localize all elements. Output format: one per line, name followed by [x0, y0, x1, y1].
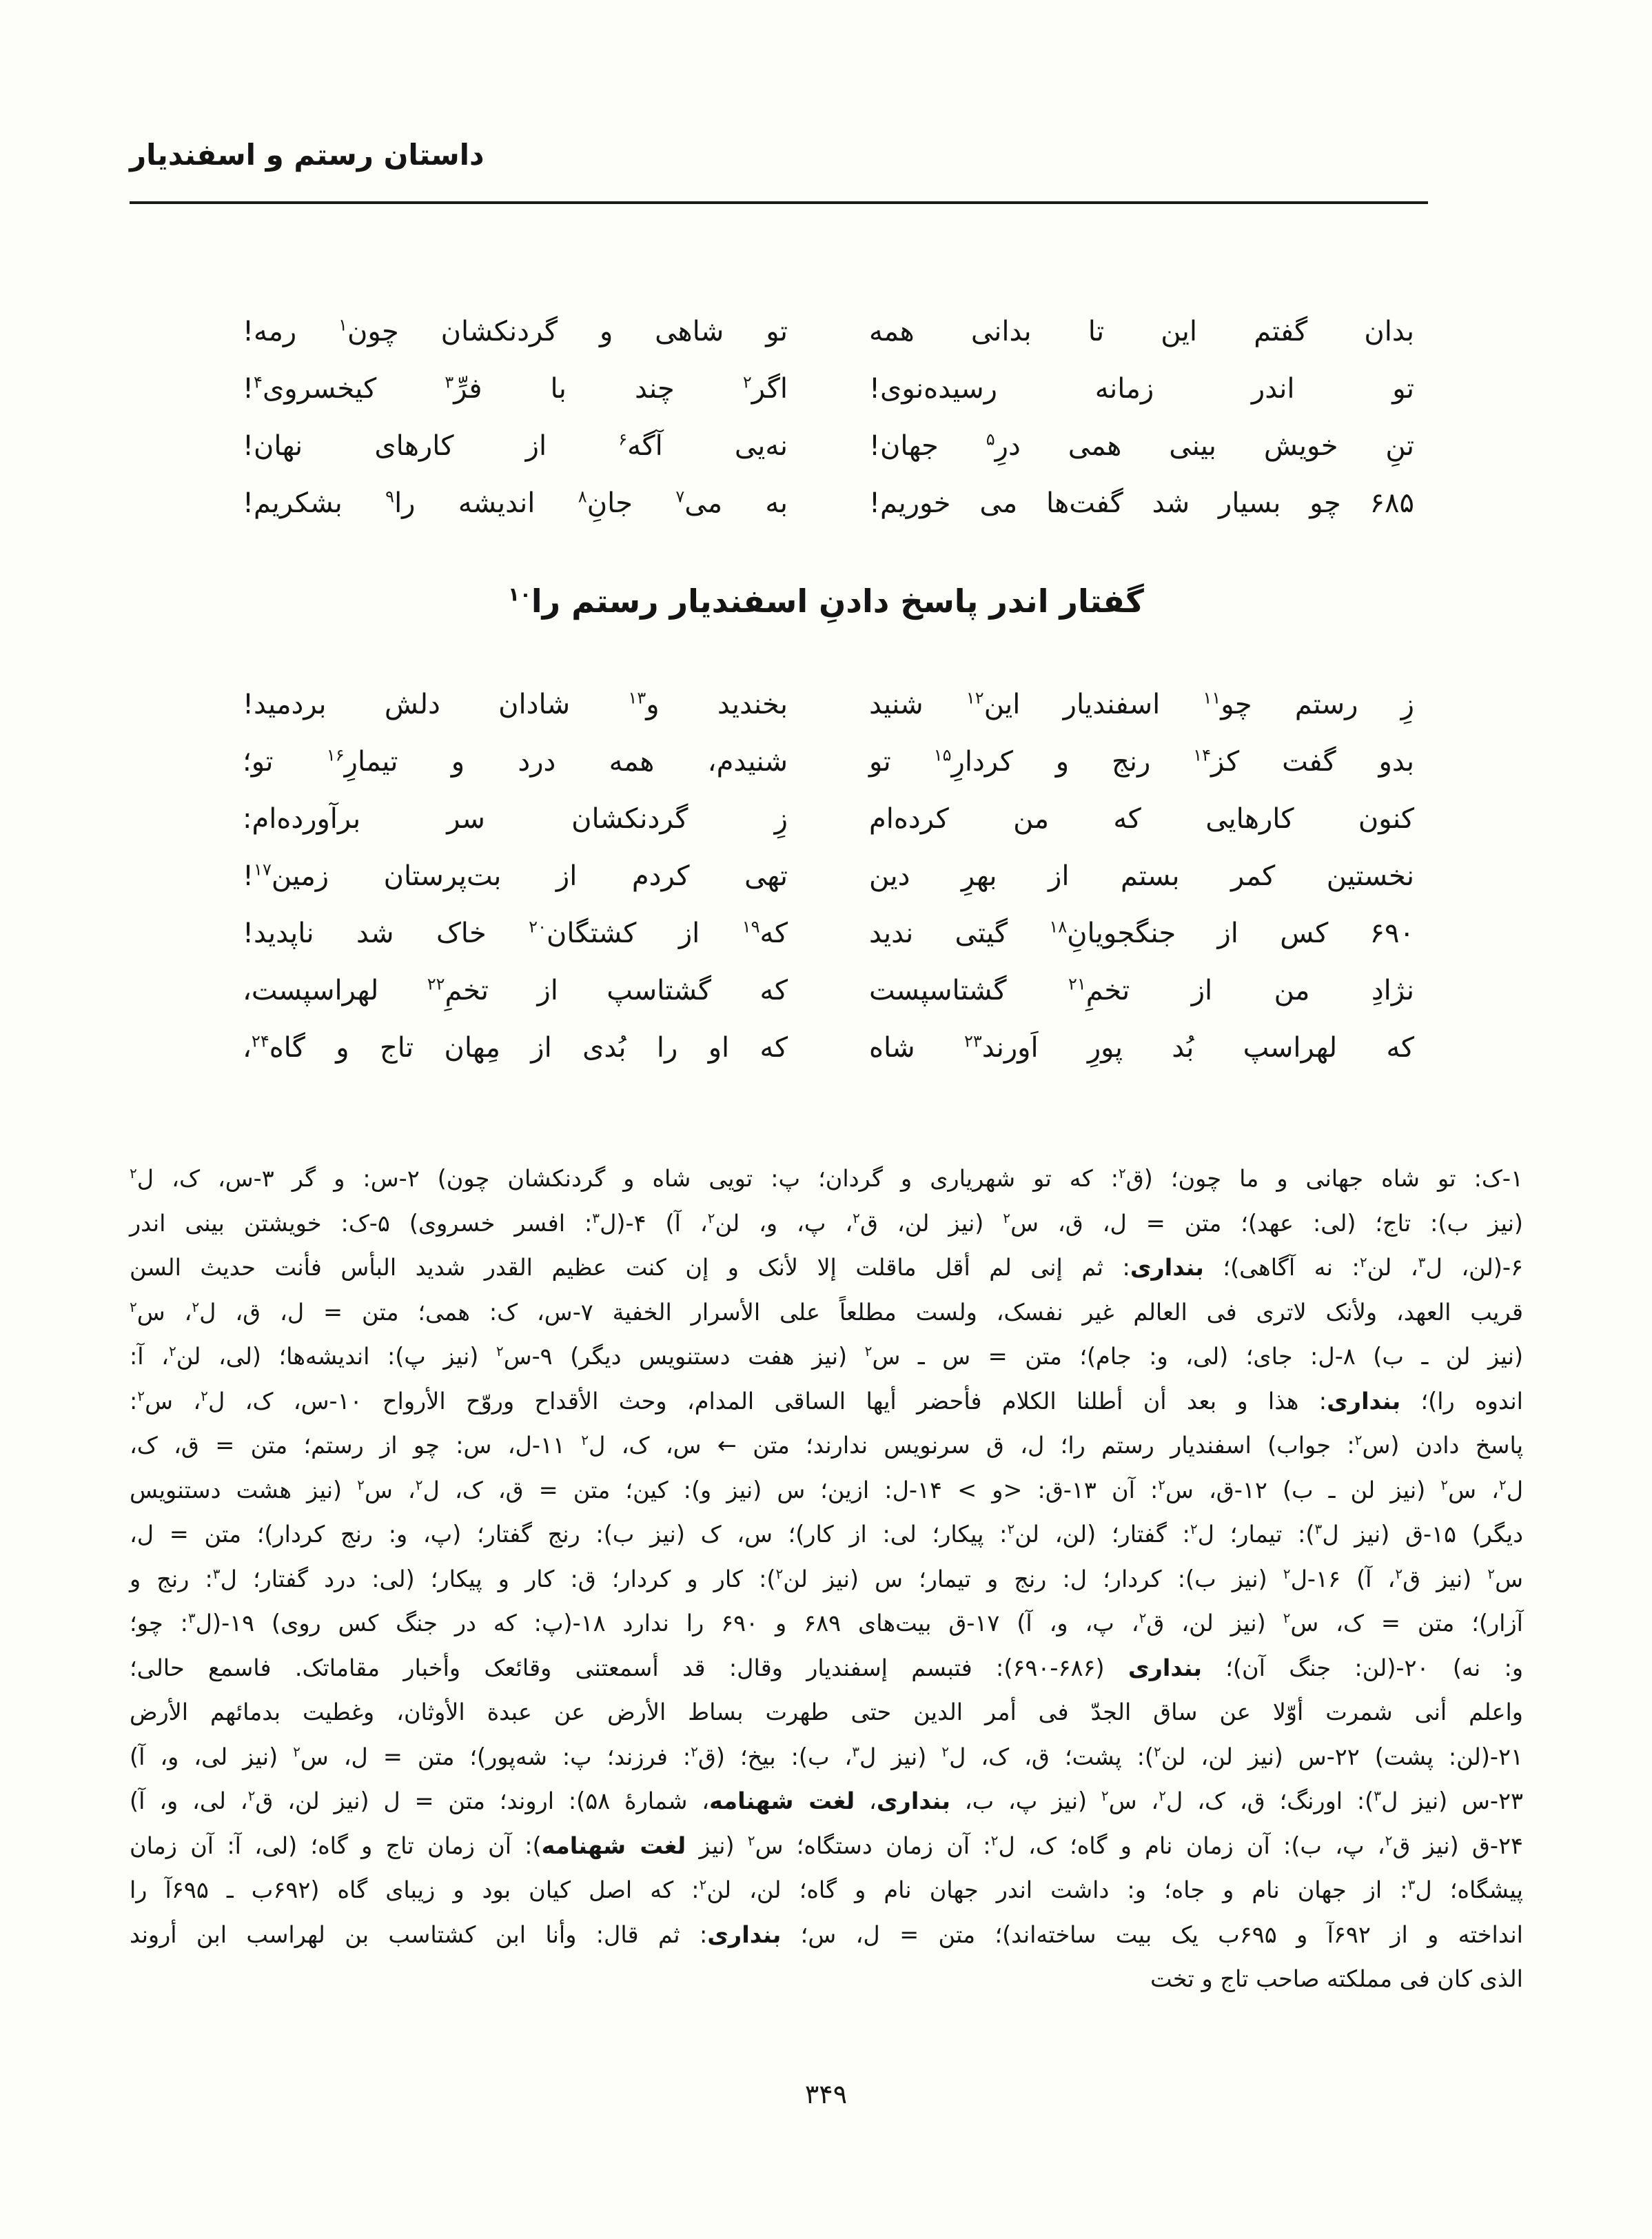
hemistich-left: شنیدم، همه درد و تیمارِ$^{۱۶}$ تو؛ — [243, 745, 788, 778]
verse-row — [243, 483, 1414, 540]
footnote-line: انداخته و از ۶۹۲آ و ۶۹۵ب یک بیت ساخته‌اند)؛ متن = ل، س؛ بنداری: ثم قال: وأنا ابن کشتاسب بن لهراسب ابن أروند — [130, 1921, 1523, 1948]
footnote-line: الذی کان فی مملکته صاحب تاج و تخت — [1150, 1965, 1523, 1992]
footnote-line: ل$^۲$، س$^۲$ (نیز لن ـ ب) ۱۲-ق، س$^۲$: آن ۱۳-ق: <و > ۱۴-ل: ازین؛ س (نیز و): کین؛ متن = ق، ک، ل$^۲$، س$^۲$ (نیز هشت دستنویس — [130, 1476, 1524, 1503]
footnote-line: ۲۱-(لن: پشت) ۲۲-س (نیز لن، لن$^۲$): پشت؛ ق، ک، ل$^۲$ (نیز ل$^۳$، ب): بیخ؛ (ق$^۲$: فرزند؛ پ: شه‌پور)؛ متن = ل، س$^۲$ (نیز لی، و، آ) — [130, 1743, 1524, 1770]
verse-number: ۶۹۰ — [1369, 918, 1414, 949]
hemistich-left: که$^{۱۹}$ از کشتگان$^{۲۰}$ خاک شد ناپدید! — [243, 917, 788, 949]
hemistich-left: تهی کردم از بت‌پرستان زمین$^{۱۷}$! — [243, 860, 788, 892]
verse-row — [243, 913, 1414, 971]
footnote-line: و: نه) ۲۰-(لن: جنگ آن)؛ بنداری (۶۸۶-۶۹۰): فتبسم إسفندیار وقال: قد أسمعتنی وقائعک وأخبار مقاماتک. فاسمع حالی؛ — [130, 1654, 1524, 1681]
footnote-line: س$^۲$ (نیز ق$^۲$، آ) ۱۶-ل$^۲$ (نیز ب): کردار؛ ل: رنج و تیمار؛ س (نیز لن$^۲$): کار و کردار؛ ق: کار و پیکار؛ (لی: درد گفتار؛ ل$^۳$: رنج و — [130, 1565, 1523, 1592]
running-title: داستان رستم و اسفندیار — [130, 138, 485, 172]
verse-row — [243, 312, 1414, 369]
page-number: ۳۴۹ — [804, 2079, 848, 2109]
hemistich-left: به می$^۷$ جانِ$^۸$ اندیشه را$^۹$ بشکریم! — [243, 487, 788, 519]
hemistich-right: نژادِ من از تخمِ$^{۲۱}$ گشتاسپست — [869, 974, 1414, 1006]
hemistich-left: اگر$^۲$ چند با فرِّ$^۳$ کیخسروی$^۴$! — [243, 372, 788, 405]
hemistich-left: که او را بُدی از مِهان تاج و گاه$^{۲۴}$، — [243, 1031, 788, 1064]
hemistich-right: نخستین کمر بستم از بهرِ دین — [869, 860, 1414, 892]
verse-row — [243, 369, 1414, 426]
hemistich-left: نه‌یی آگه$^۶$ از کارهای نهان! — [243, 429, 788, 462]
hemistich-right: که لهراسپ بُد پورِ اَورند$^{۲۳}$ شاه — [869, 1031, 1414, 1064]
hemistich-right: ۶۹۰ کس از جنگجویانِ$^{۱۸}$ گیتی ندید — [869, 917, 1414, 949]
verse-block-1 — [243, 312, 1414, 540]
title-rule — [130, 201, 1428, 204]
hemistich-right: تنِ خویش بینی همی درِ$^۵$ جهان! — [869, 429, 1414, 462]
footnote-line: آزار)؛ متن = ک، س$^۲$ (نیز لن، ق$^۲$، پ، و، آ) ۱۷-ق بیت‌های ۶۸۹ و ۶۹۰ را ندارد ۱۸-(پ: که در جنگ کس روی) ۱۹-(ل$^۳$: چو؛ — [130, 1609, 1523, 1637]
footnote-line: واعلم أنی شمرت أوّلا عن ساق الجدّ فی أمر الدین حتی طهرت بساط الأرض عن عبدة الأوثان، وغطیت بدمائهم الأرض — [130, 1699, 1523, 1725]
verse-row — [243, 799, 1414, 856]
footnote-line: پیشگاه؛ ل$^۳$: از جهان نام و جاه؛ و: داشت اندر جهان نام و گاه؛ لن، لن$^۲$: که اصل کیان بود و زیبای گاه (۶۹۲ب ـ ۶۹۵آ را — [130, 1876, 1523, 1903]
hemistich-right: بدان گفتم این تا بدانی همه — [869, 316, 1414, 347]
verse-row — [243, 856, 1414, 913]
footnote-line: قریب العهد، ولأنک لاتری فی العالم غیر نفسک، ولست مطلعاً علی الأسرار الخفیة ۷-س، ک: همی؛ متن = ل، ق، ل$^۲$، س$^۲$ — [130, 1298, 1523, 1326]
verse-row — [243, 971, 1414, 1028]
verse-number: ۶۸۵ — [1369, 487, 1414, 519]
hemistich-right: کنون کارهایی که من کرده‌ام — [869, 803, 1414, 835]
footnote-line: ۱-ک: تو شاه جهانی و ما چون؛ (ق$^۲$: که تو شهریاری و گردان؛ پ: تویی شاه و گردنکشان چون) ۲-س: و گر ۳-س، ک، ل$^۲$ — [130, 1164, 1523, 1192]
footnotes — [130, 1157, 1523, 2002]
section-heading: گفتار اندر پاسخ دادنِ اسفندیار رستم را$^{۱۰}$ — [508, 582, 1144, 620]
footnote-line: پاسخ دادن (س$^۲$: جواب) اسفندیار رستم را؛ ل، ق سرنویس ندارند؛ متن ← س، ک، ل$^۲$ ۱۱-ل، س: چو از رستم؛ متن = ق، ک، — [130, 1431, 1524, 1459]
hemistich-right: زِ رستم چو$^{۱۱}$ اسفندیار این$^{۱۲}$ شنید — [869, 688, 1414, 720]
verse-row — [243, 742, 1414, 799]
verse-row — [243, 426, 1414, 483]
footnote-line: ۶-(لن، ل$^۳$، لن$^۲$: نه آگاهی)؛ بنداری: ثم إنی لم أقل ماقلت إلا لأنک و إن کنت عظیم القدر شدید البأس فأنت حدیث السن — [130, 1253, 1523, 1281]
footnote-line: اندوه را)؛ بنداری: هذا و بعد أن أطلنا الکلام فأحضر أیها الساقی المدام، وحث الأقداح وروّح الأرواح ۱۰-س، ک، ل$^۲$، س$^۲$: — [130, 1387, 1523, 1415]
verse-row — [243, 685, 1414, 742]
verse-row — [243, 1028, 1414, 1085]
hemistich-left: بخندید و$^{۱۳}$ شادان دلش بردمید! — [243, 688, 788, 720]
footnote-line: دیگر) ۱۵-ق (نیز ل$^۳$): تیمار؛ ل$^۲$: گفتار؛ (لن، لن$^۲$: پیکار؛ لی: از کار)؛ س، ک (نیز ب): رنج گفتار؛ (پ، و: رنج کردار)؛ متن = ل، — [130, 1520, 1523, 1548]
hemistich-left: زِ گردنکشان سر برآورده‌ام: — [243, 803, 788, 835]
hemistich-left: که گشتاسپ از تخمِ$^{۲۲}$ لهراسپست، — [243, 974, 788, 1006]
hemistich-right: بدو گفت کز$^{۱۴}$ رنج و کردارِ$^{۱۵}$ تو — [869, 745, 1415, 778]
footnote-line: ۲۴-ق (نیز ق$^۲$، پ، ب): آن زمان نام و گاه؛ ک، ل$^۲$: آن زمان دستگاه؛ س$^۲$ (نیز لغت شهنامه): آن زمان تاج و گاه؛ (لی، آ: آن زمان — [130, 1832, 1523, 1859]
footnote-line: (نیز لن ـ ب) ۸-ل: جای؛ (لی، و: جام)؛ متن = س ـ س$^۲$ (نیز هفت دستنویس دیگر) ۹-س$^۲$ (نیز پ): اندیشه‌ها؛ (لی، لن$^۲$، آ: — [130, 1342, 1524, 1370]
verse-block-2 — [243, 685, 1414, 1085]
footnote-line: ۲۳-س (نیز ل$^۳$): اورنگ؛ ق، ک، ل$^۲$، س$^۲$ (نیز پ، ب، بنداری، لغت شهنامه، شمارهٔ ۵۸): اروند؛ متن = ل (نیز لن، ق$^۲$، لی، و، آ) — [130, 1787, 1524, 1814]
hemistich-right: ۶۸۵ چو بسیار شد گفت‌ها می خوریم! — [869, 487, 1414, 519]
hemistich-right: تو اندر زمانه رسیده‌نوی! — [869, 373, 1414, 405]
hemistich-left: تو شاهی و گردنکشان چون$^۱$ رمه! — [243, 315, 788, 347]
footnote-line: (نیز ب): تاج؛ (لی: عهد)؛ متن = ل، ق، س$^۲$ (نیز لن، ق$^۲$، پ، و، لن$^۲$، آ) ۴-(ل$^۳$: افسر خسروی) ۵-ک: خویشتن بینی اندر — [130, 1209, 1523, 1237]
